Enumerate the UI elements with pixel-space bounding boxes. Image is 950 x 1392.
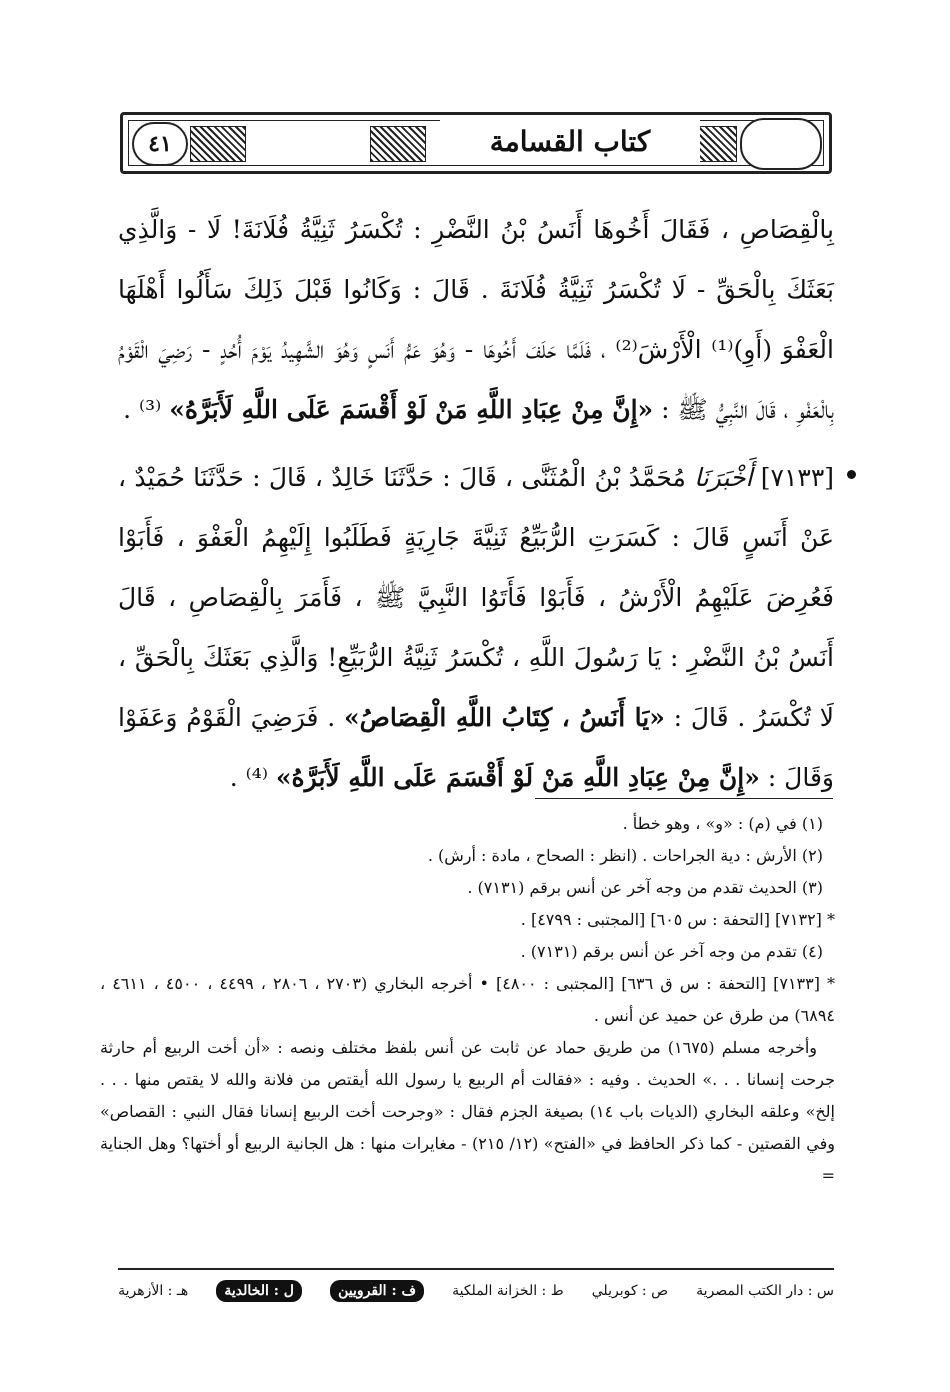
publisher-seal-logo	[740, 118, 822, 170]
prophet-quote: «إِنَّ مِنْ عِبَادِ اللَّهِ مَنْ لَوْ أَقْسَمَ عَلَى اللَّهِ لَأَبَرَّهُ»	[169, 395, 654, 424]
footnote-divider	[535, 798, 833, 799]
footnote-3: (٣) الحديث تقدم من وجه آخر عن أنس برقم (٧١٣١) .	[467, 878, 823, 897]
hadith-7133	[118, 448, 834, 808]
hadith-text: . فَرَضِيَ الْقَوْمُ وَعَفَوْا وَقَالَ :	[118, 703, 834, 792]
ornament-pattern	[190, 126, 246, 162]
siglum-t: ط : الخزانة الملكية	[452, 1283, 564, 1299]
siglum-s: س : دار الكتب المصرية	[696, 1283, 834, 1299]
footnote-2: (٢) الأرش : دية الجراحات . (انظر : الصحاح ، مادة : أرش) .	[427, 846, 823, 865]
ornament-pattern	[370, 126, 426, 162]
sigla-divider	[118, 1268, 834, 1270]
footnote-ref: ⁽³⁾ .	[123, 395, 162, 424]
page-header-frame	[120, 112, 832, 174]
prophet-quote: «إِنَّ مِنْ عِبَادِ اللَّهِ مَنْ لَوْ أَقْسَمَ عَلَى اللَّهِ لَأَبَرَّهُ»	[275, 763, 760, 792]
siglum-l: ل : الخالدية	[216, 1280, 302, 1302]
bullet-icon	[847, 470, 856, 479]
page-number: ٤١	[132, 122, 188, 166]
footnote-4: (٤) تقدم من وجه آخر عن أنس برقم (٧١٣١) .	[520, 942, 823, 961]
hadith-text: بِالْقِصَاصِ ، فَقَالَ أَخُوهَا أَنَسُ بْنُ النَّضْرِ : تُكْسَرُ ثَنِيَّةُ فُلَانَةَ! لَا - وَالَّذِي بَعَثَكَ بِالْحَقِّ - لَا تُكْسَرُ ثَنِيَّةُ فُلَانَةَ . قَالَ : وَكَانُوا قَبْلَ ذَلِكَ سَأَلُوا أَهْلَهَا الْعَفْوَ (أَوِ)⁽¹⁾ الْأَرْشَ⁽²⁾ ، فَلَمَّا حَلَفَ أَخُوهَا - وَهُوَ عَمُّ أَنَسٍ وَهُوَ الشَّهِيدُ يَوْمَ أُحُدٍ - رَضِيَ الْقَوْمُ بِالْعَفْوِ ، قَالَ النَّبِيُّ ﷺ :	[118, 215, 834, 424]
main-text	[118, 200, 834, 808]
hadith-text: مُحَمَّدُ بْنُ الْمُثَنَّى ، قَالَ : حَدَّثَنَا خَالِدٌ ، قَالَ : حَدَّثَنَا حُمَيْدٌ ، عَنْ أَنَسٍ قَالَ : كَسَرَتِ الرُّبَيِّعُ ثَنِيَّةَ جَارِيَةٍ فَطَلَبُوا إِلَيْهِمُ الْعَفْوَ ، فَأَبَوْا فَعُرِضَ عَلَيْهِمُ الْأَرْشُ ، فَأَبَوْا فَأَتَوُا النَّبِيَّ ﷺ ، فَأَمَرَ بِالْقِصَاصِ ، قَالَ أَنَسُ بْنُ النَّضْرِ : يَا رَسُولَ اللَّهِ ، تُكْسَرُ ثَنِيَّةُ الرُّبَيِّعِ! وَالَّذِي بَعَثَكَ بِالْحَقِّ ، لَا تُكْسَرُ . قَالَ :	[118, 463, 834, 732]
hadith-number: [٧١٣٣]	[760, 463, 835, 492]
prophet-quote: «يَا أَنَسُ ، كِتَابُ اللَّهِ الْقِصَاصُ»	[343, 703, 665, 732]
takhrij-7133: * [٧١٣٣] [التحفة : س ق ٦٣٦] [المجتبى : ٤٨٠٠] • أخرجه البخاري (٢٧٠٣ ، ٢٨٠٦ ، ٤٤٩٩ ، ٤٥٠٠ ، ٤٦١١ ، ٦٨٩٤) من طرق عن حميد عن أنس .	[100, 974, 835, 1025]
footnote-1: (١) في (م) : «و» ، وهو خطأ .	[622, 814, 823, 833]
hadith-akhbarana: أَخْبَرَنَا	[694, 463, 753, 492]
takhrij-commentary: وأخرجه مسلم (١٦٧٥) من طريق حماد عن ثابت عن أنس بلفظ مختلف ونصه : «أن أخت الربيع أم حارثة جرحت إنسانا . . .» الحديث . وفيه : «فقالت أم الربيع يا رسول الله أيقتص من فلانة والله لا يقتص منها . . . إلخ» وعلقه البخاري (الديات باب ١٤) بصيغة الجزم فقال : «وجرحت أخت الربيع إنسانا فقال النبي : القصاص» وفي القصتين - كما ذكر الحافظ في «الفتح» (١٢/ ٢١٥) - مغايرات منها : هل الجانية الربيع أو أختها؟ وهل الجناية =	[100, 1038, 836, 1185]
manuscript-sigla	[118, 1280, 834, 1302]
book-title: كتاب القسامة	[440, 120, 700, 164]
footnotes	[100, 808, 835, 1192]
takhrij-7132: * [٧١٣٢] [التحفة : س ٦٠٥] [المجتبى : ٤٧٩٩] .	[520, 910, 835, 929]
siglum-h: هـ : الأزهرية	[118, 1283, 189, 1299]
siglum-f: ف : القرويين	[330, 1280, 424, 1302]
hadith-continuation	[118, 200, 834, 440]
footnote-ref: ⁽⁴⁾ .	[229, 763, 268, 792]
siglum-sad: ص : كوبريلي	[591, 1283, 669, 1299]
